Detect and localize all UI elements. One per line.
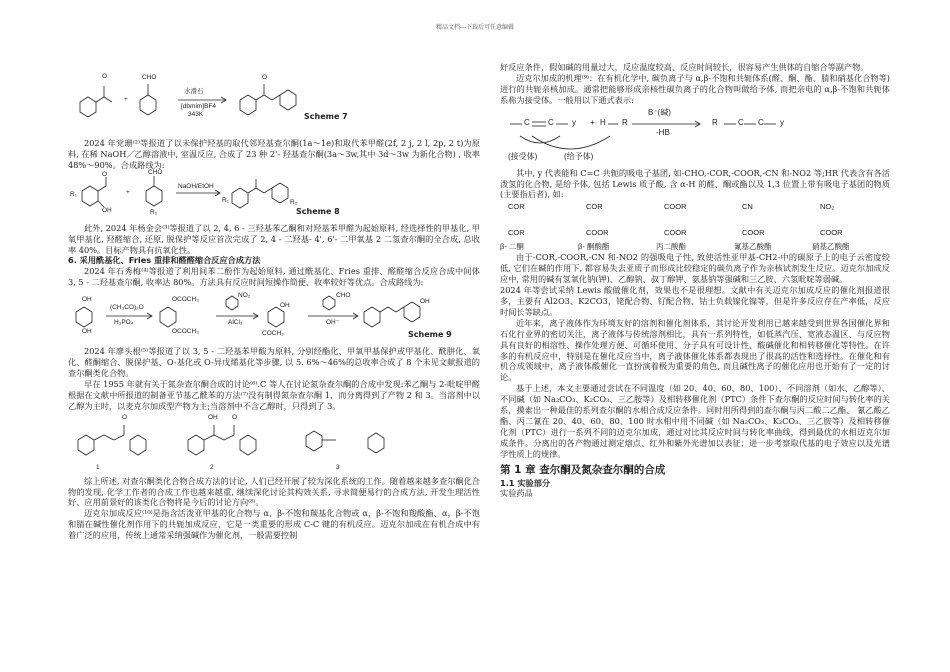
mech-r: R — [622, 117, 628, 127]
reagent-3: OH⁻ — [326, 319, 340, 327]
scheme-7-label: Scheme 7 — [304, 112, 348, 121]
donor-label: (给予体) — [564, 151, 594, 161]
oh-label: OH — [420, 298, 430, 306]
oh-label: OH — [102, 206, 112, 214]
reagent-1: (CH₃CO)₂O — [110, 304, 144, 312]
scheme-8 — [68, 168, 480, 223]
paragraph: 2024 年石秀梅⁽⁴⁾等报道了利用间苯二酚作为起始原料, 通过酰基化、Fries 重排、醛醛缩合反应合成中间体 3, 5 - 二羟基查尔酮, 收率达 80%。方法具有反应时间短操作简便、收率较好等优点。合成路线为: — [68, 266, 480, 288]
paragraph: 近年来，离子液体作为环境友好的溶剂和催化剂体系，其讨论开发利用已越来越受到世界各国催化界和石化行业界的密切关注，离子液体与传统溶剂相比，具有一系列特性，如低蒸汽压、宽液态温区、与反应物具有良好的相溶性、操作处理方便、可循环使用、分子具有可设计性、酸碱催化和相转移催化等特性。在许多的有机反应中，特别是在催化反应当中，离子液体催化体系都表现出了很高的活性和选择性。在催化和有机合成领域中，离子液体酸催化一直扮演着极为重要的角色, 而且碱性离子的催化应用也开始有了一定的讨论。 — [500, 317, 890, 383]
product-r2-label: R₂ — [290, 198, 298, 206]
product-r1-label: R₁ — [222, 196, 229, 204]
paragraph: 早在 1955 年就有关于氮杂查尔酮合成的讨论⁽⁶⁾.C 等人在讨论氮杂查尔酮的合成中发现:苯乙酮与 2-吡啶甲醛根据在文献中所报道的制备亚节基乙酰苯的方法⁽⁷⁾没有制得氮杂查尔酮 1，而分离得到了产物 2 和 3。当溶剂中以乙醇为主时，以麦克尔加成型产物为主;当溶剂中不含乙醇时，只得到了 3。 — [68, 378, 480, 411]
right-column — [500, 62, 890, 499]
acceptor-label: (接受体) — [508, 151, 538, 161]
plus-sign: + — [126, 188, 130, 196]
oh-label: OH — [82, 296, 92, 304]
reagent-bottom-2: 343K — [188, 111, 204, 118]
compound-structures — [68, 412, 480, 476]
section-heading: 1.1 实验部分 — [500, 477, 551, 488]
paragraph: 此外, 2024 年杨金会⁽³⁾等报道了以 2, 4, 6 - 三羟基苯乙酮和对羟基苯甲醛为起始原料, 经选择性的甲基化, 甲氧甲基化, 羟醛缩合, 还原, 脱保护等反应首次完成了 2, 4 - 二羟基- 4', 6'- 二甲氧基 2 二氢查尔酮的全合成, 总收率 40%。目标产物具有抗氧化性。 — [68, 222, 480, 255]
r2-label: R₂ — [150, 208, 158, 216]
chapter-heading: 第 1 章 查尔酮及氮杂查尔酮的合成 — [500, 463, 666, 476]
group-bottom: COR — [508, 228, 525, 238]
mech-y: y — [572, 117, 576, 127]
donor-example — [656, 200, 734, 252]
paragraph: 综上所述, 对查尔酮类化合物合成方法的讨论, 人们已经开展了较为深化系统的工作。随着越来越多查尔酮化合物的发现, 化学工作者的合成工作也越来越重, 继续深化讨论其构效关系, 寻求简便易行的合成方法, 开发生理活性好、应用前景好的该类化合物将是今后的讨论方向⁽⁸⁾。 — [68, 475, 480, 508]
no2-label: NO₂ — [238, 292, 251, 300]
group-bottom: COOR — [820, 228, 843, 238]
plus-sign: + — [124, 96, 128, 103]
mech-c1: C — [524, 117, 530, 127]
scheme-8-structures — [68, 168, 480, 223]
paragraph: 好反应条件，假如碱的用量过大，反应温度较高、反应时间较长，很容易产生供体的自缩合等副产物。 — [500, 62, 869, 72]
mech-product-c1: C — [738, 117, 744, 127]
mech-product-y: y — [780, 117, 784, 127]
donor-example — [812, 200, 890, 252]
scheme-9-label: Scheme 9 — [408, 330, 452, 340]
group-bottom: COOR — [742, 228, 765, 238]
compound-number: 2 — [210, 463, 214, 471]
mech-product-r: R — [712, 117, 718, 127]
left-column — [68, 62, 480, 541]
donor-caption: 丙二酸酯 — [656, 242, 686, 252]
michael-mechanism — [500, 106, 890, 168]
reagent-top: 水滑石 — [184, 88, 204, 95]
scheme-9 — [68, 288, 480, 346]
donor-example — [734, 200, 812, 252]
paragraph: 2024 年等尝试采纳 Lewis 酸做催化剂，效果也不是很理想。文献中有关迈克尔加成反应的催化剂报道很多，主要有 Al2O3、K2CO3，铑配合物、钌配合物、钴士负载镍化镍等，但是许多反应存在产率低，反应时间长等缺点。 — [500, 285, 890, 317]
mech-c2: C — [548, 117, 554, 127]
paragraph: 由于-COR,-COOR,-CN 和-NO2 的强吸电子性, 致使活性亚甲基-CH2-中的碳原子上的电子云密度较低, 它们在碱的作用下, 都容易失去亚质子而形成比较稳定的碳负离子作为亲核试剂发生反应。迈克尔加成反应中, 常用的碱有氢氧化钠(钾)、乙醇钠、叔丁醇钾、氨基钠等强碱和三乙胺、六氢吡啶等弱碱。 — [500, 252, 890, 285]
cho-label: CHO — [142, 74, 157, 81]
compound-drawings — [68, 412, 480, 476]
compound-number: 1 — [96, 463, 100, 471]
page-header: 精品文档---下载后可任意编辑 — [435, 24, 515, 31]
paragraph: 2024 年党珊⁽²⁾等报道了以未保护羟基的取代邻羟基查尔酮(1a～1e)和取代苯甲醛(2f, 2 j, 2 l, 2p, 2 t)为原料, 在稀 NaOH／乙醇溶液中, 室温反应, 合成了 23 种 2'- 羟基查尔酮(3a～3w,其中 3d～3w 为新化合物) , 收率 48%～90%。合成路线为: — [68, 138, 480, 170]
section-heading: 6. 采用酰基化、Fries 重排和醛醛缩合反应合成方法 — [68, 255, 261, 266]
donor-examples — [500, 200, 890, 252]
donor-caption: 硝基乙酸酯 — [812, 242, 850, 252]
cho-label: CHO — [336, 292, 351, 300]
paragraph: 基于上述，本文主要通过尝试在不同温度（如 20、40、60、80、100）、不同溶剂（如水、乙醇等）、不同碱（如 Na₂CO₃、K₂CO₃、三乙胺等）及相转移催化剂（PTC）条件下查尔酮的反应时间与转化率的关系，摸索出一种最佳的系列查尔酮的水相合成反应条件。同时用所得到的查尔酮与丙二酸二乙酯、 氰乙酸乙酯、丙二氰在 20、40、60、80、100 时水相中用不同碱（如 Na₂CO₃、K₂CO₃、三乙胺等）及相转移催化剂（PTC）进行一系列不同的迈克尔加成，通过对比其反应时间与转化率曲线，得到最优的水相迈克尔加成条件。分离出的各产物通过测定熔点、红外和紫外光谱加以表征；进一步考察取代基的电子效应以及光谱学性质上的规律。 — [500, 383, 890, 459]
o-label: O — [102, 170, 108, 178]
scheme-7 — [68, 62, 480, 138]
scheme-7-structures — [68, 62, 480, 138]
paragraph: 迈克尔加成的机理⁽⁹⁾：在有机化学中, 碳负离子与 α,β-不饱和共轭体系(醛、酮、酯、腈和硝基化合物等)进行的共轭亲核加成。通常把能够形成亲核性碳负离子的化合物叫做给予体, 而把亲电的 α,β-不饱和共轭体系称为接受体。一般用以下通式表示: — [500, 72, 890, 105]
product-o-label: O — [262, 74, 268, 81]
reagent: NaOH/EtOH — [178, 182, 214, 190]
coch3-label: COCH₃ — [262, 330, 284, 338]
r1-label: R₁ — [70, 190, 77, 198]
subsection-heading: 实验药品 — [500, 488, 533, 499]
oh-label: OH — [280, 302, 290, 310]
atom-o-label: O — [102, 73, 108, 80]
oh-label: OH — [208, 413, 218, 421]
paragraph: 2024 年廖头根⁽⁵⁾等报道了以 3, 5 - 二羟基苯甲酸为原料, 分别经酯化、甲氧甲基保护或甲基化、酰肼化、氧化、醛酮缩合、脱保护基、O-基化或 O-异戊烯基化等步骤, 以 5. 6%～46%的总收率合成了 8 个未见文献报道的查尔酮类化合物。 — [68, 346, 480, 378]
scheme-8-label: Scheme 8 — [296, 206, 340, 216]
paragraph: 迈克尔加成反应⁽¹⁰⁾是指含活泼亚甲基的化合物与 α，β-不饱和羰基化合物或 α，β-不饱和羧酸酯、α，β-不饱和腈在碱性催化剂作用下的共轭加成反应，它是一类重要的形成 C-C 键的有机反应。迈克尔加成在有机合成中有着广泛的应用，传统上通常采纳强碱作为催化剂，一般需要控制 — [68, 508, 480, 541]
mech-h: H — [600, 117, 606, 127]
group-bottom: COOR — [586, 228, 609, 238]
group-top: COOR — [664, 202, 687, 212]
mechanism-drawing — [500, 106, 890, 168]
donor-example — [500, 200, 578, 252]
mech-base: B⁻(碱) — [648, 107, 671, 117]
mech-product-c2: C — [758, 117, 764, 127]
donor-caption: 氰基乙酸酯 — [734, 242, 772, 252]
group-top: COR — [586, 202, 603, 212]
group-bottom: COOR — [664, 228, 687, 238]
reagent-1b: H₃PO₄ — [114, 319, 134, 327]
group-top: COR — [508, 202, 525, 212]
atom-o-label: O — [232, 413, 238, 421]
oh-label: OH — [82, 328, 92, 336]
donor-caption: β- 二酮 — [500, 242, 524, 252]
ococh3-label: OCOCH₃ — [172, 296, 199, 304]
paragraph: 其中, y 代表能和 C=C 共轭的吸电子基团, 如-CHO,-COR,-COOR,-CN 和-NO2 等;HR 代表含有各活泼氢的化合物, 是给予体, 包括 Lewis 质子酸, 含 α-H 的醛、酮或酯以及 1,3 位置上带有吸电子基团的物质(主要指后者), 如: — [500, 167, 890, 200]
reagent-bottom-1: [dbmim]BF4 — [181, 103, 217, 110]
donor-example — [578, 200, 656, 252]
mech-plus: + — [590, 117, 595, 127]
reagent-2: AlCl₃ — [228, 319, 243, 327]
ococh3-label: OCOCH₃ — [172, 328, 199, 336]
cho-label: CHO — [148, 168, 163, 176]
mech-minus-hb: -HB — [656, 127, 670, 137]
atom-o-label: O — [122, 413, 128, 421]
group-top: CN — [742, 202, 753, 212]
compound-number: 3 — [336, 463, 340, 471]
group-top: NO₂ — [820, 202, 835, 212]
donor-caption: β- 酮酸酯 — [578, 242, 610, 252]
